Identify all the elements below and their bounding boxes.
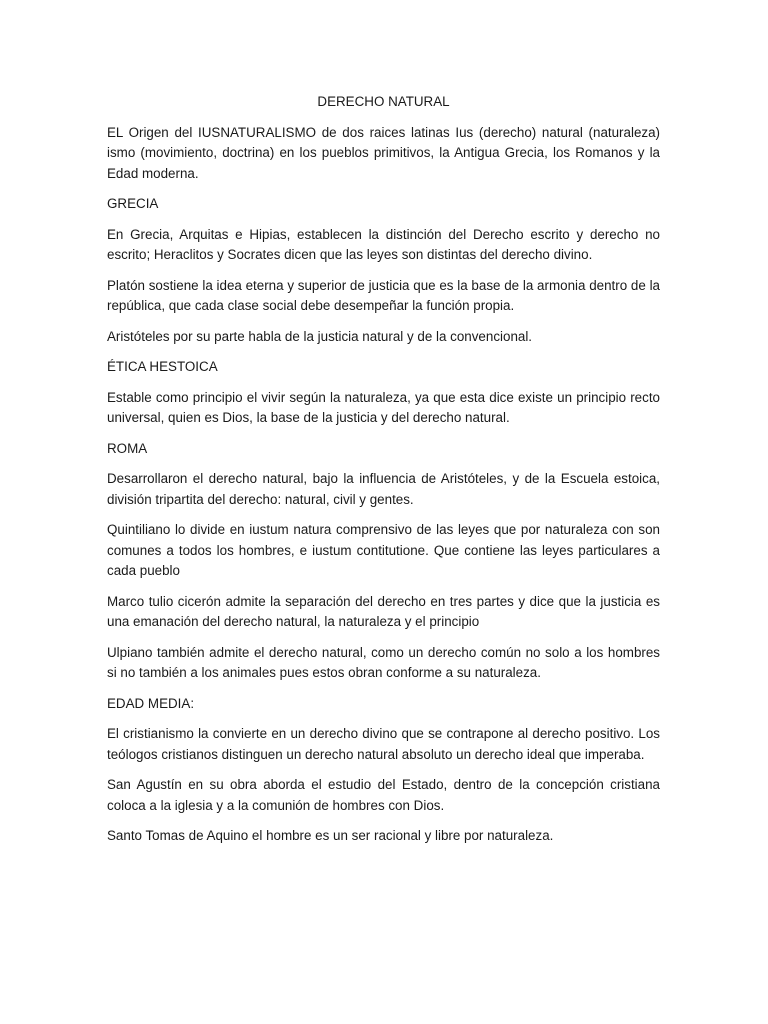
paragraph-intro: EL Origen del IUSNATURALISMO de dos raices latinas Ius (derecho) natural (naturaleza) ismo (movimiento, doctrina) en los pueblos primitivos, la Antigua Grecia, los Romanos y la Edad moderna.: [107, 124, 660, 181]
paragraph-quintiliano: Quintiliano lo divide en iustum natura comprensivo de las leyes que por naturaleza con son comunes a todos los hombres, e iustum contitutione. Que contiene las leyes particulares a cada pueblo: [107, 522, 660, 578]
paragraph-san-agustin: San Agustín en su obra aborda el estudio del Estado, dentro de la concepción cristiana coloca a la iglesia y a la comunión de hombres con Dios.: [107, 777, 660, 813]
paragraph-santo-tomas: Santo Tomas de Aquino el hombre es un ser racional y libre por naturaleza.: [107, 828, 554, 843]
paragraph-ulpiano: Ulpiano también admite el derecho natural, como un derecho común no solo a los hombres si no también a los animales pues estos obran conforme a su naturaleza.: [107, 644, 660, 680]
document-title: DERECHO NATURAL: [317, 94, 450, 109]
document-page: [107, 92, 660, 857]
heading-edad-media: EDAD MEDIA:: [107, 695, 195, 711]
paragraph-roma-1: Desarrollaron el derecho natural, bajo la influencia de Aristóteles, y de la Escuela estoica, división tripartita del derecho: natural, civil y gentes.: [107, 471, 660, 507]
heading-roma: ROMA: [107, 440, 148, 456]
paragraph-etica: Estable como principio el vivir según la naturaleza, ya que esta dice existe un principio recto universal, quien es Dios, la base de la justicia y del derecho natural.: [107, 389, 660, 425]
paragraph-cristianismo: El cristianismo la convierte en un derecho divino que se contrapone al derecho positivo. Los teólogos cristianos distinguen un derecho natural absoluto un derecho ideal que imperaba.: [107, 726, 660, 762]
heading-etica-hestoica: ÉTICA HESTOICA: [107, 359, 218, 374]
heading-grecia: GRECIA: [107, 196, 159, 211]
paragraph-grecia-1: En Grecia, Arquitas e Hipias, establecen la distinción del Derecho escrito y derecho no escrito; Heraclitos y Socrates dicen que las leyes son distintas del derecho divino.: [107, 226, 660, 262]
paragraph-aristoteles: Aristóteles por su parte habla de la justicia natural y de la convencional.: [107, 328, 533, 344]
paragraph-ciceron: Marco tulio cicerón admite la separación del derecho en tres partes y dice que la justicia es una emanación del derecho natural, la naturaleza y el principio: [107, 593, 660, 629]
paragraph-platon: Platón sostiene la idea eterna y superior de justicia que es la base de la armonia dentro de la república, que cada clase social debe desempeñar la función propia.: [107, 277, 660, 313]
